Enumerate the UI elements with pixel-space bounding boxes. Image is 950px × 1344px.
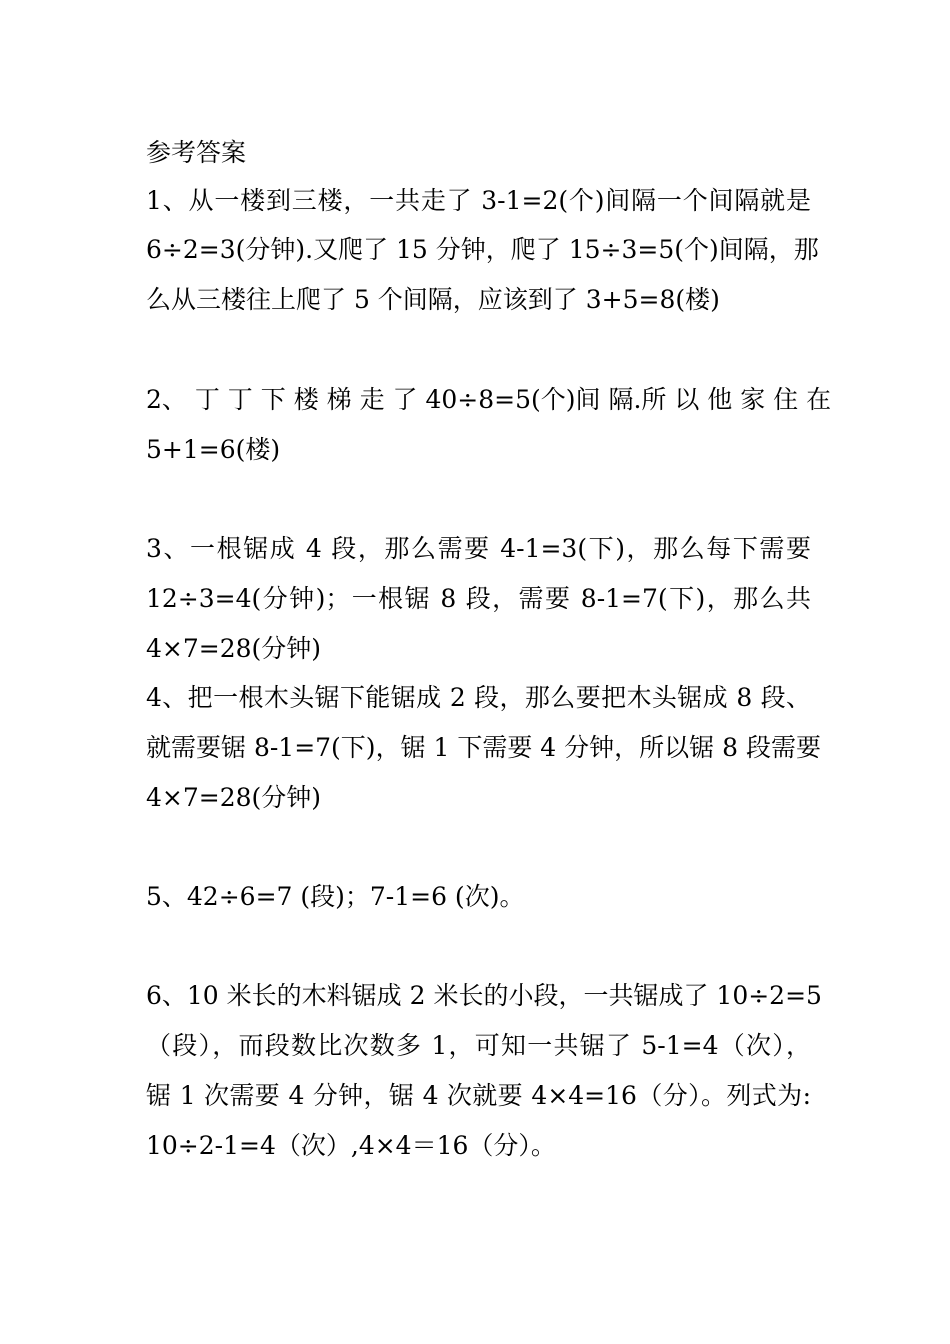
answer-4-line-3: 4×7=28(分钟) [146,783,322,812]
answer-3-line-1: 3、一根锯成 4 段，那么需要 4-1=3(下)，那么每下需要 [146,534,811,563]
answer-6-line-3: 锯 1 次需要 4 分钟，锯 4 次就要 4×4=16（分）。列式为: [146,1081,811,1110]
answer-4-line-2: 就需要锯 8-1=7(下)，锯 1 下需要 4 分钟，所以锯 8 段需要 [146,733,821,762]
answer-4-line-1: 4、把一根木头锯下能锯成 2 段，那么要把木头锯成 8 段、 [146,683,811,712]
answer-1-line-2: 6÷2=3(分钟).又爬了 15 分钟，爬了 15÷3=5(个)间隔，那 [146,235,819,264]
document-title: 参考答案 [146,138,247,167]
answer-6-line-1: 6、10 米长的木料锯成 2 米长的小段，一共锯成了 10÷2=5 [146,981,822,1010]
answer-6-line-4: 10÷2-1=4（次）,4×4＝16（分）。 [146,1131,556,1160]
answer-6-line-2: （段），而段数比次数多 1，可知一共锯了 5-1=4（次）， [146,1031,811,1060]
answer-2-line-1: 2、 丁 丁 下 楼 梯 走 了 40÷8=5(个)间 隔.所 以 他 家 住 在 [146,385,832,414]
answer-3-line-2: 12÷3=4(分钟)；一根锯 8 段，需要 8-1=7(下)，那么共 [146,584,811,613]
answer-1-line-1: 1、从一楼到三楼，一共走了 3-1=2(个)间隔一个间隔就是 [146,186,811,215]
answer-3-line-3: 4×7=28(分钟) [146,634,322,663]
answer-2-line-2: 5+1=6(楼) [146,435,281,464]
answer-5-line-1: 5、42÷6=7 (段)；7-1=6 (次)。 [146,882,525,911]
answer-1-line-3: 么从三楼往上爬了 5 个间隔，应该到了 3+5=8(楼) [146,285,720,314]
